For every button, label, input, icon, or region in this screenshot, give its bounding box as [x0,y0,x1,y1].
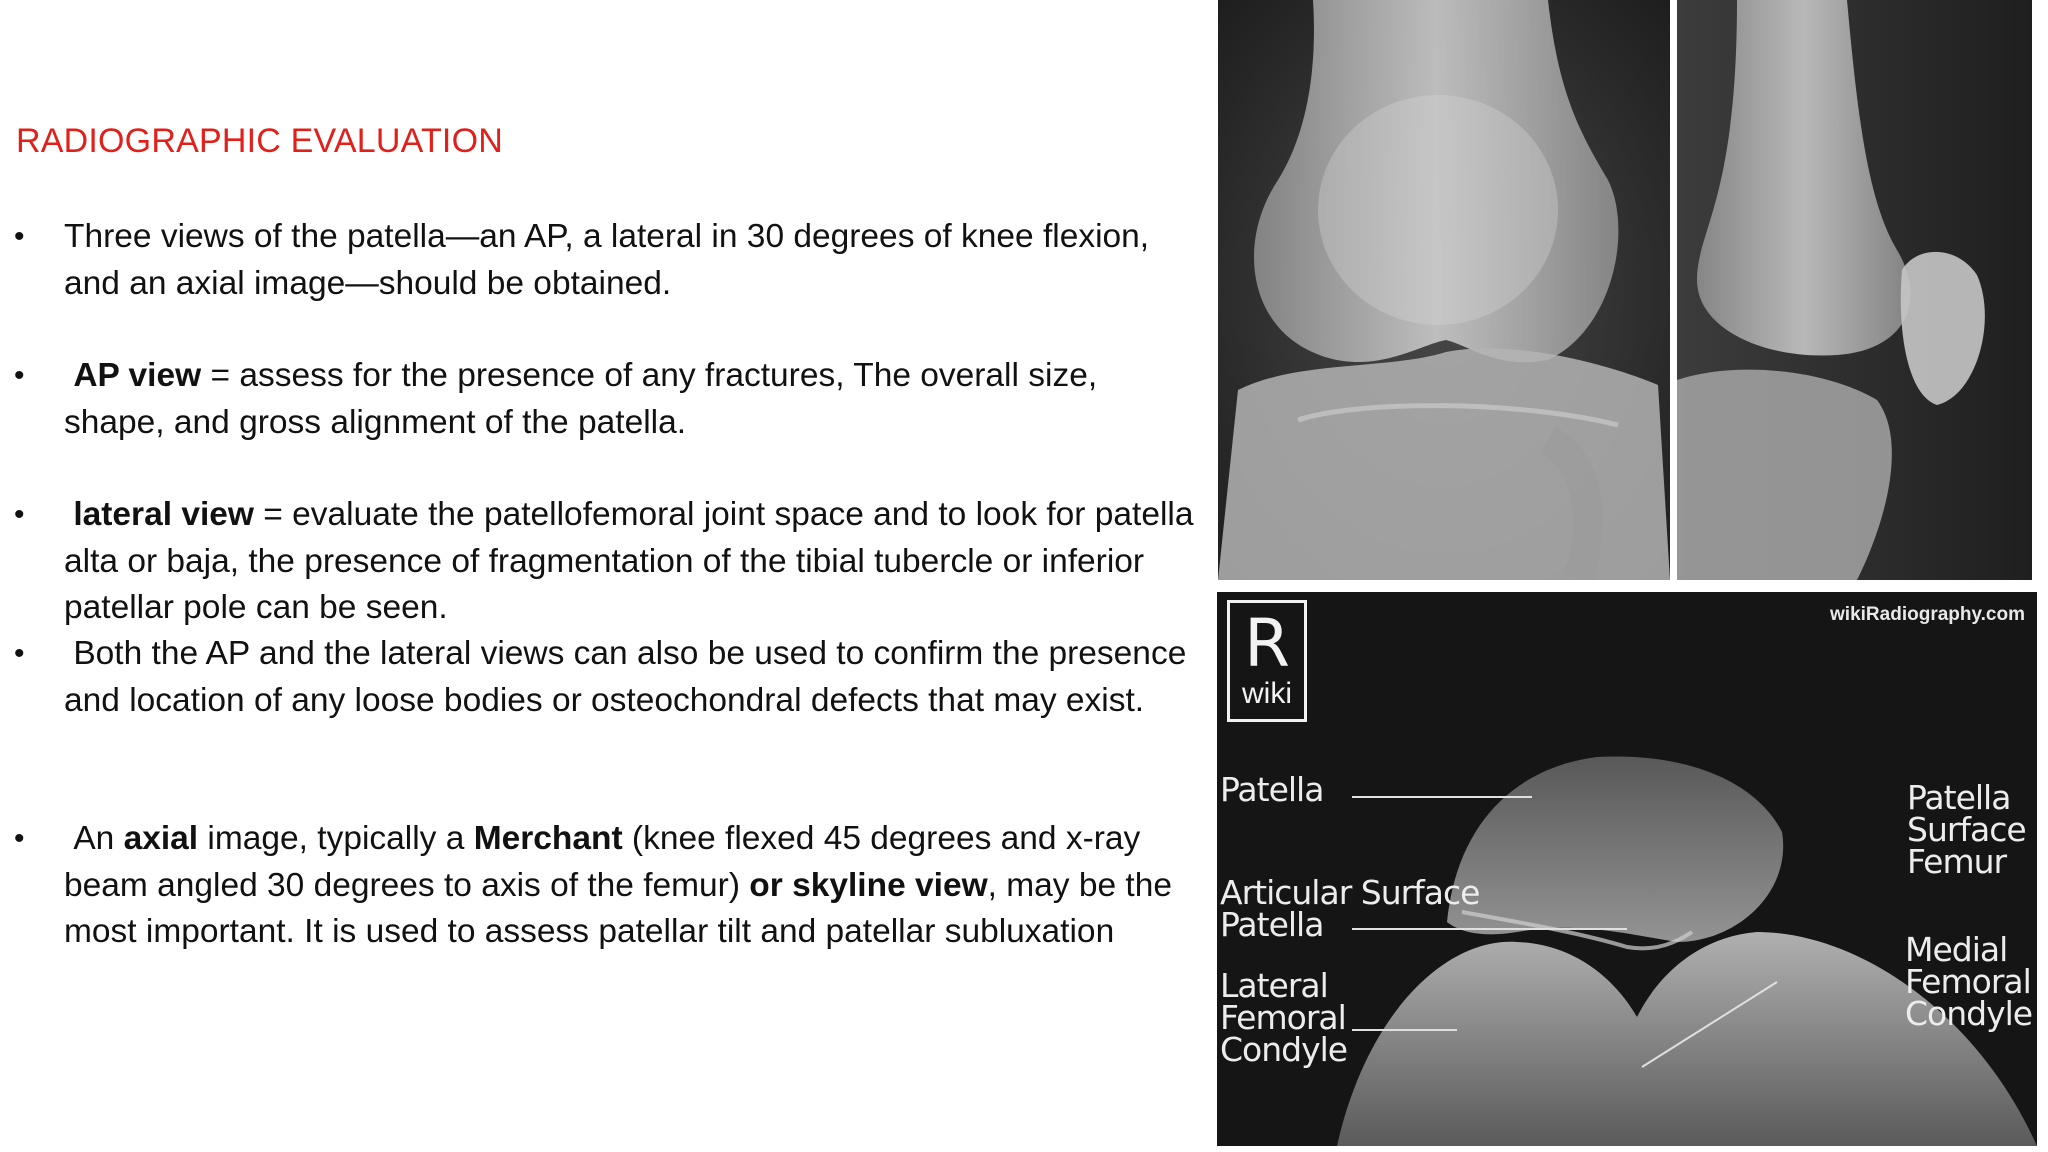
bullet-bold-term: or skyline view [749,866,988,904]
logo-text: wiki [1242,677,1292,710]
bullet-body-part: , may be the most important. It is used to assess patellar tilt and patellar subluxation [64,866,1173,950]
bullet-bold-term: lateral view [73,496,254,533]
label-medial-femoral-condyle [1905,930,2033,1033]
label-line: Femur [1907,842,2007,881]
label-line: Surface [1907,810,2026,849]
watermark-text: wikiRadiography.com [1830,604,2025,625]
bullet-body: Three views of the patella—an AP, a lateral in 30 degrees of knee flexion, and an axial image—should be obtained. [64,218,1150,302]
label-line: Patella [1220,770,1324,809]
label-lateral-femoral-condyle [1220,966,1348,1069]
label-line: Condyle [1905,994,2033,1033]
bullet-text [64,214,1204,307]
bullet-text [64,492,1204,632]
knee-lateral-xray-image [1677,0,2032,580]
label-articular-surface-patella [1220,873,1480,944]
knee-ap-xray-image [1218,0,1670,580]
image-divider [1670,0,1677,580]
bullet-body-part: An [73,820,124,857]
label-line: Patella [1907,778,2011,817]
knee-ap-xray-drawing [1218,0,1670,580]
slide-title: RADIOGRAPHIC EVALUATION [16,122,503,160]
axial-skyline-xray-image [1217,592,2037,1146]
bullet-dot: • [14,637,25,670]
bullet-bold-term: AP view [73,357,202,394]
bullet-dot: • [14,498,25,531]
label-line: Femoral [1905,962,2031,1001]
logo-letter: R [1244,605,1290,682]
bullet-bold-term: Merchant [473,820,623,857]
label-patella [1220,770,1324,809]
bullet-dot: • [14,822,25,855]
label-line: Femoral [1220,998,1346,1037]
bullet-body: = evaluate the patellofemoral joint space and to look for patella alta or baja, the presence of fragmentation of the tibial tubercle or inferior patellar pole can be seen. [64,496,1194,626]
bullet-bold-term: axial [123,820,199,857]
bullet-text [64,816,1204,956]
wiki-radiography-logo [1227,600,1307,722]
bullet-body-part: image, typically a [198,820,474,857]
label-line: Patella [1220,905,1324,944]
bullet-dot: • [14,220,25,253]
bullet-body-part: (knee flexed 45 degrees and x-ray beam angled 30 degrees to axis of the femur) [64,820,1141,904]
label-patella-surface-femur [1907,778,2026,881]
label-line: Condyle [1220,1030,1348,1069]
bullet-body: Both the AP and the lateral views can also be used to confirm the presence and location of any loose bodies or osteochondral defects that may exist. [64,635,1187,719]
bullet-dot: • [14,359,25,392]
bullet-text [64,353,1204,446]
bullet-body: = assess for the presence of any fractures, The overall size, shape, and gross alignment of the patella. [64,357,1098,441]
bullet-text [64,631,1204,724]
label-line: Medial [1905,930,2008,969]
knee-lateral-xray-drawing [1677,0,2032,580]
label-line: Articular Surface [1220,873,1480,912]
label-line: Lateral [1220,966,1328,1005]
